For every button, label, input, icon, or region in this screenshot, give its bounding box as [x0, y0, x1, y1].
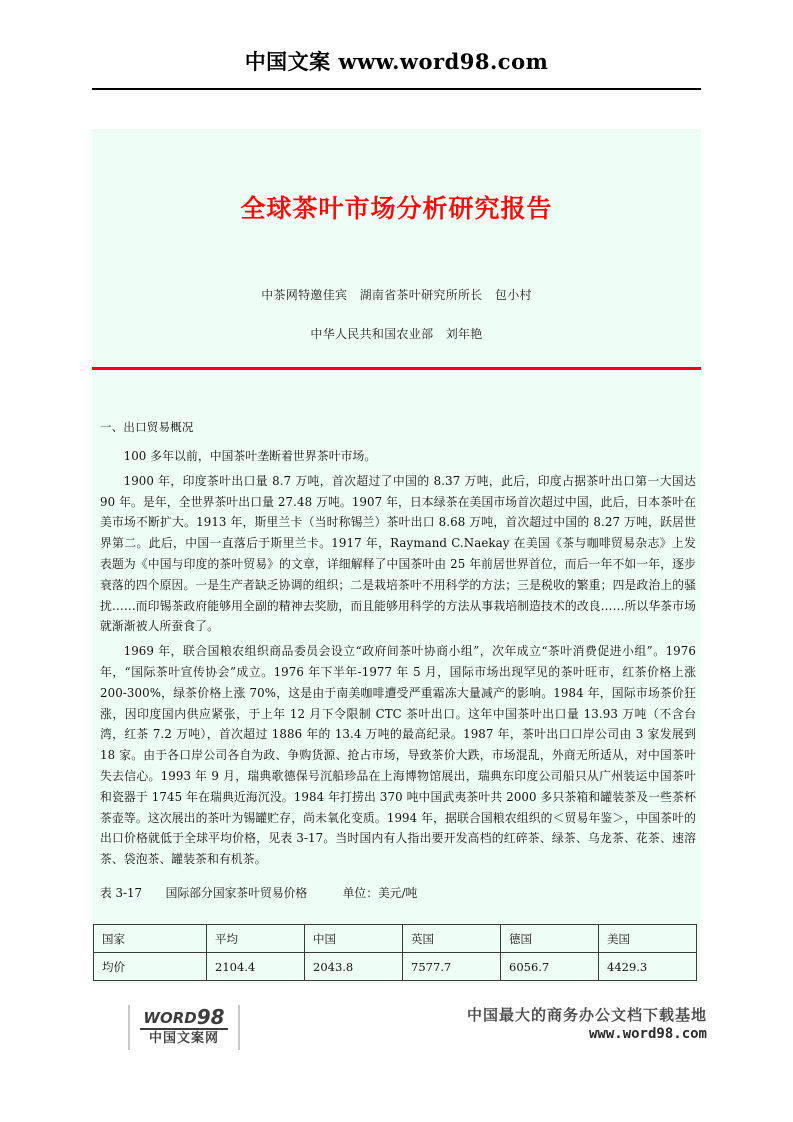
document-content-block	[92, 129, 701, 983]
table-cell: 美国	[599, 925, 697, 953]
page-title: 全球茶叶市场分析研究报告	[240, 194, 553, 223]
logo-subtitle: 中国文案网	[148, 1031, 219, 1046]
table-cell: 7577.7	[403, 953, 501, 981]
body-text	[100, 419, 696, 874]
page-footer	[0, 1000, 793, 1070]
site-header	[0, 46, 793, 76]
table-cell: 英国	[403, 925, 501, 953]
table-cell: 均价	[94, 953, 207, 981]
table-cell: 德国	[501, 925, 599, 953]
table-row	[94, 953, 697, 981]
footer-slogan	[447, 1006, 707, 1043]
section-heading: 一、出口贸易概况	[100, 420, 194, 434]
table-body	[94, 925, 697, 981]
paragraph-3: 1969 年，联合国粮农组织商品委员会设立“政府间茶叶协商小组”，次年成立“茶叶消费促进小组”。1976 年，“国际茶叶宣传协会”成立。1976 年下半年-1977 年 5 月，国际市场出现罕见的茶叶旺市，红茶价格上涨 200-300%，绿茶价格上涨 70%，这是由于南美咖啡遭受严重霜冻大量减产的影响。1984 年，国际市场茶价狂涨，因印度国内供应紧张，于上年 12 月下令限制 CTC 茶叶出口。这年中国茶叶出口量 13.93 万吨（不含台湾，红茶 7.2 万吨），首次超过 1886 年的 13.4 万吨的最高纪录。1987 年，茶叶出口口岸公司由 3 家发展到 18 家。由于各口岸公司各自为政、争购货源、抢占市场，导致茶价大跌，市场混乱，外商无所适从，对中国茶叶失去信心。1993 年 9 月，瑞典歌德保号沉船珍品在上海博物馆展出，瑞典东印度公司船只从广州装运中国茶叶和瓷器于 1745 年在瑞典近海沉没。1984 年打捞出 370 吨中国武夷茶叶共 2000 多只茶箱和罐装茶及一些茶杯茶壶等。这次展出的茶叶为锡罐贮存，尚未氧化变质。1994 年，据联合国粮农组织的＜贸易年鉴＞，中国茶叶的出口价格就低于全球平均价格，见表 3-17。当时国内有人指出要开发高档的红碎茶、绿茶、乌龙茶、花茶、速溶茶、袋泡茶、罐装茶和有机茶。	[100, 644, 696, 867]
table-cell: 6056.7	[501, 953, 599, 981]
tea-trade-price-table	[93, 924, 697, 981]
table-cell: 4429.3	[599, 953, 697, 981]
table-row	[94, 925, 697, 953]
table-cell: 国家	[94, 925, 207, 953]
byline-author-2: 中华人民共和国农业部 刘年艳	[310, 327, 483, 341]
paragraph-1: 100 多年以前，中国茶叶垄断着世界茶叶市场。	[123, 449, 377, 463]
table-cell: 平均	[207, 925, 305, 953]
title-divider	[92, 367, 701, 370]
table-cell: 2043.8	[305, 953, 403, 981]
table-cell: 中国	[305, 925, 403, 953]
footer-url: www.word98.com	[588, 1026, 707, 1042]
paragraph-2: 1900 年，印度茶叶出口量 8.7 万吨，首次超过了中国的 8.37 万吨，此后，印度占据茶叶出口第一大国达 90 年。是年，全世界茶叶出口量 27.48 万吨。1907 年，日本绿茶在美国市场首次超过中国，此后，日本茶叶在美市场不断扩大。1913 年，斯里兰卡（当时称锡兰）茶叶出口 8.68 万吨，首次超过中国的 8.27 万吨，跃居世界第二。此后，中国一直落后于斯里兰卡。1917 年，Raymand C.Naekay 在美国《茶与咖啡贸易杂志》上发表题为《中国与印度的茶叶贸易》的文章，详细解释了中国茶叶由 25 年前居世界首位，而后一年不如一年，逐步衰落的四个原因。一是生产者缺乏协调的组织；二是栽培茶叶不用科学的方法；三是税收的繁重；四是政治上的骚扰……而印锡茶政府能够用全副的精神去奖励，而且能够用科学的方法从事栽培制造技术的改良……所以华茶市场就渐渐被人所蚕食了。	[100, 473, 696, 634]
logo-number-text: 98	[196, 1005, 225, 1029]
byline-author-1: 中茶网特邀佳宾 湖南省茶叶研究所所长 包小村	[261, 288, 532, 302]
word98-logo	[128, 1005, 240, 1050]
logo-wordmark	[140, 1007, 227, 1030]
logo-word-text: WORD	[143, 1009, 197, 1027]
footer-slogan-text: 中国最大的商务办公文档下载基地	[466, 1006, 707, 1024]
site-header-text: 中国文案 www.word98.com	[244, 49, 549, 74]
table-caption: 表 3-17 国际部分国家茶叶贸易价格 单位：美元/吨	[100, 886, 418, 900]
header-divider	[92, 88, 701, 90]
table-cell: 2104.4	[207, 953, 305, 981]
